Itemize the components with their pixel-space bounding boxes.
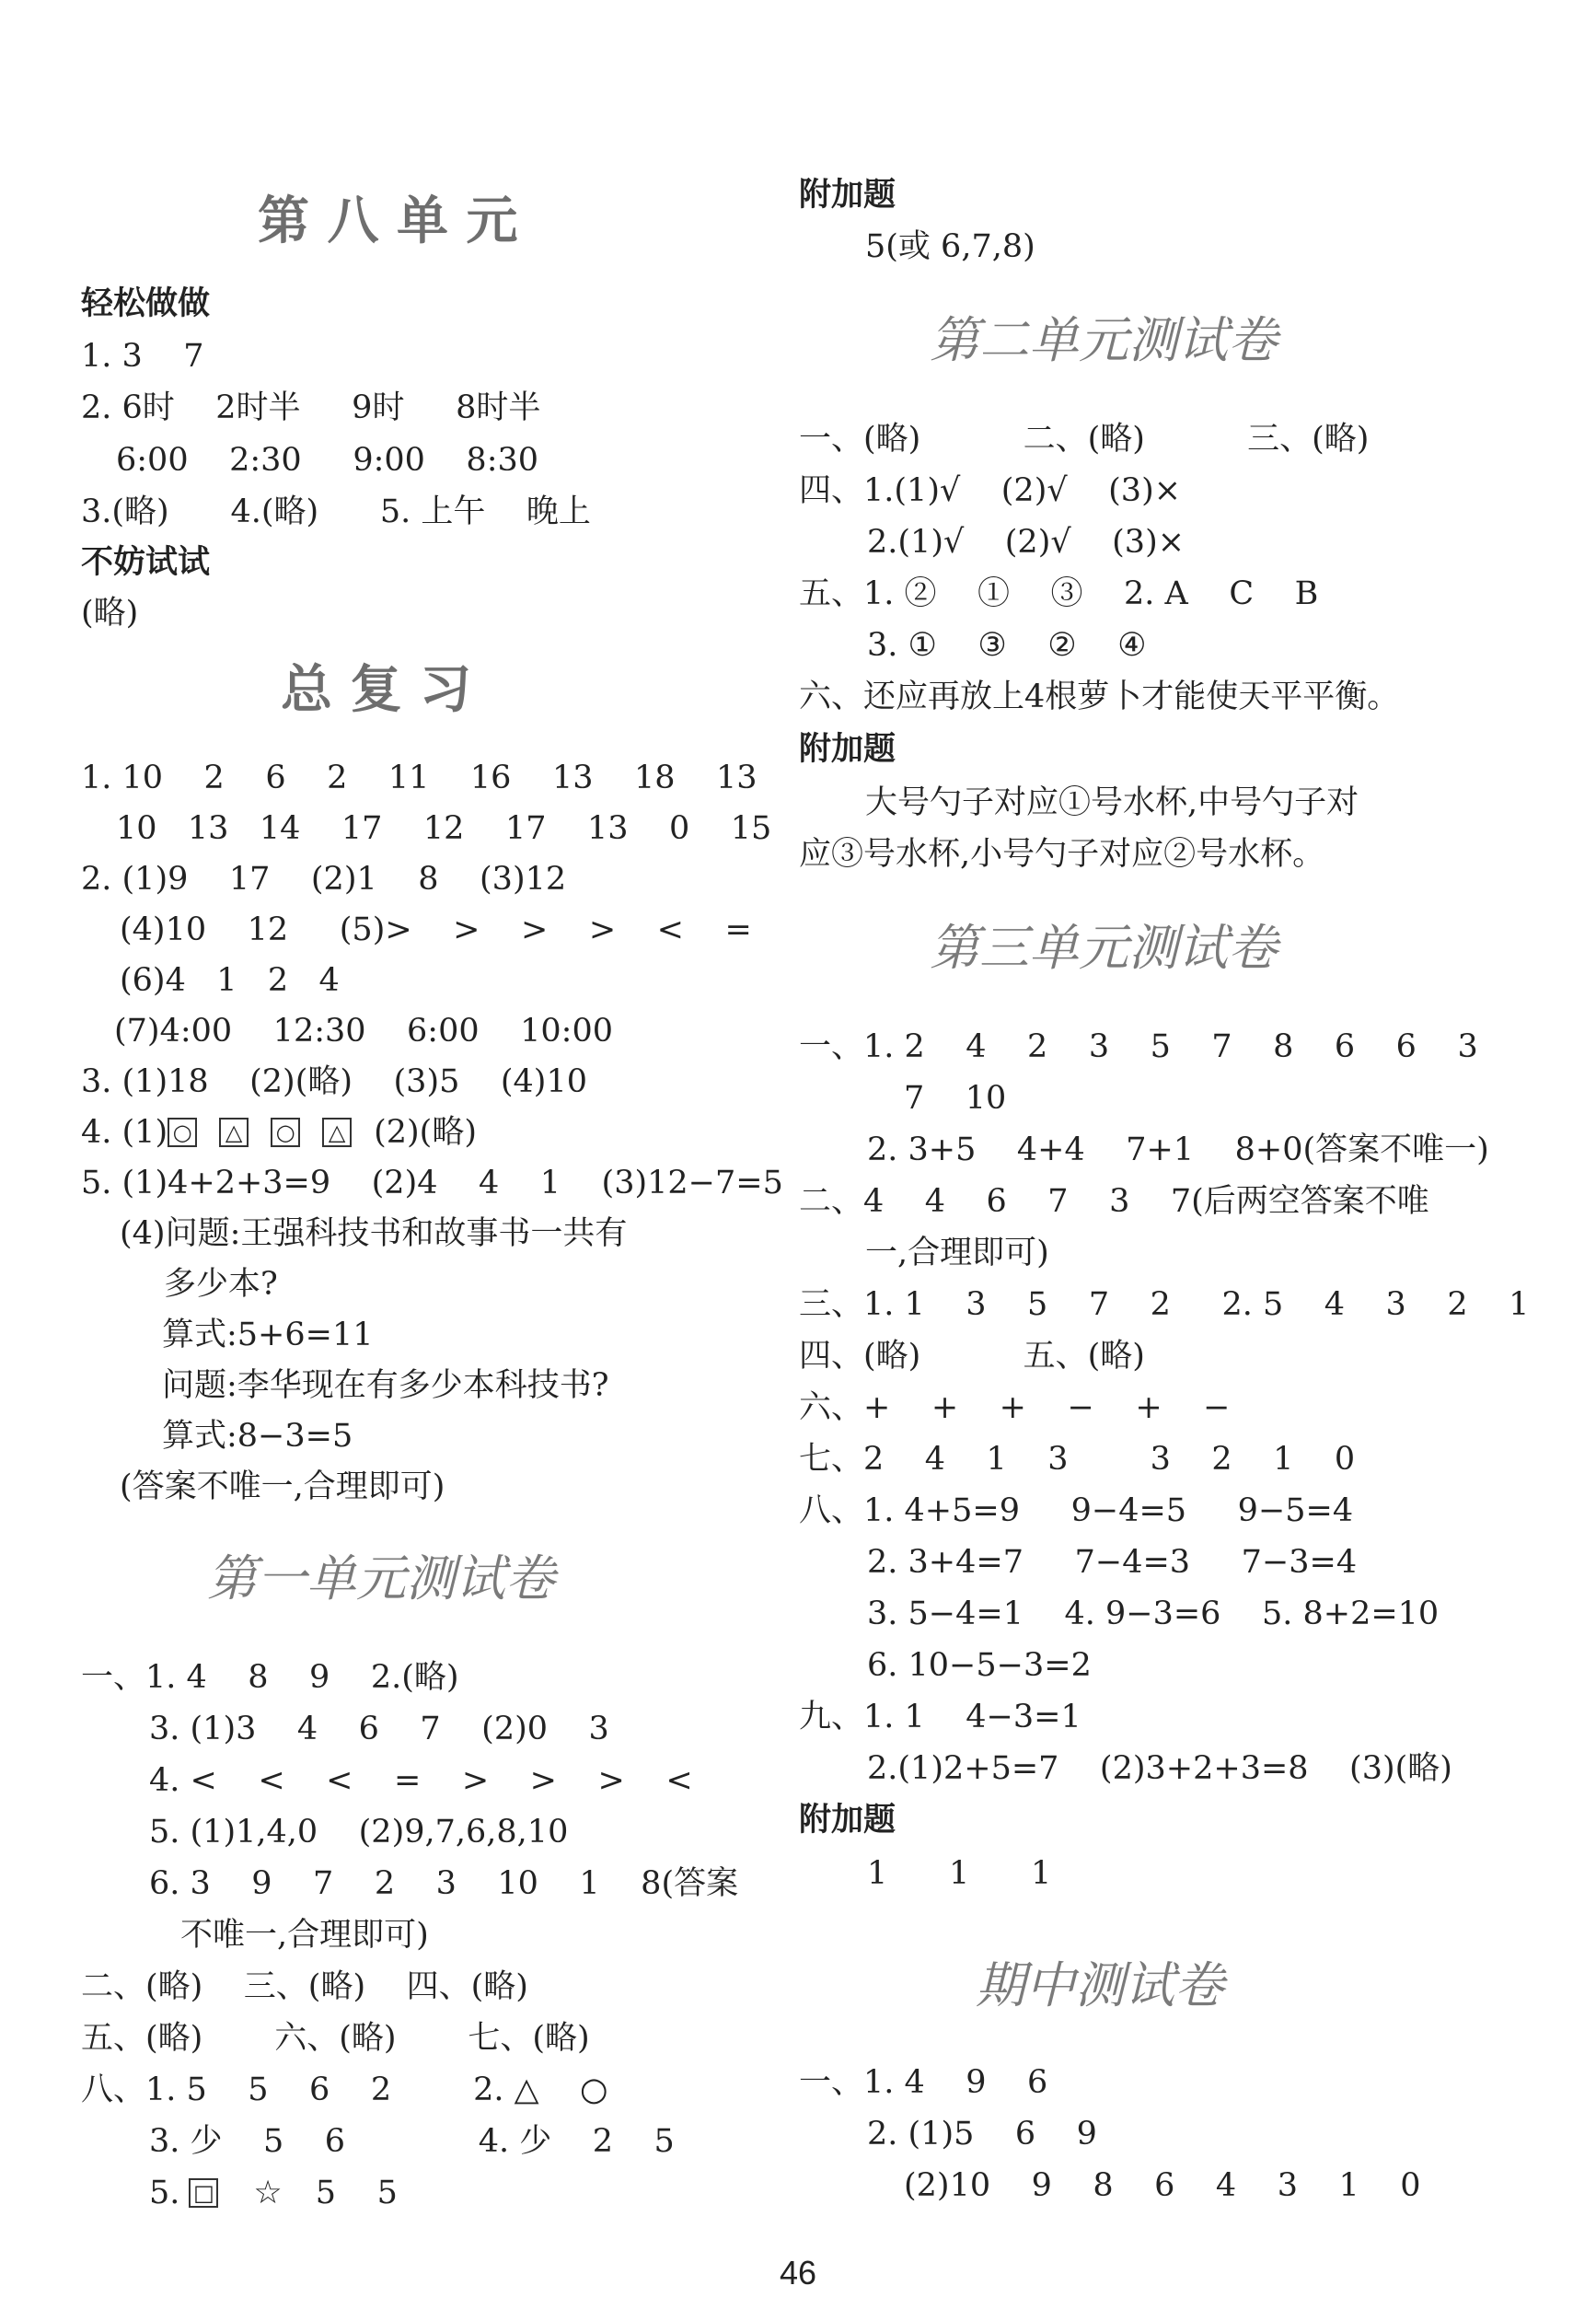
extra3-line: 1 1 1 (867, 1855, 1052, 1892)
easy-line: 2. 6时 2时半 9时 8时半 (81, 389, 541, 426)
review-line: (4)问题:王强科技书和故事书一共有 (120, 1215, 628, 1252)
page-number: 46 (779, 2254, 817, 2292)
test1-line: 不唯一,合理即可) (180, 1917, 429, 1954)
midterm-line: 一、1. 4 9 6 (799, 2064, 1048, 2101)
test3-line: 7 10 (904, 1080, 1007, 1117)
test3-line: 四、(略) 五、(略) (799, 1338, 1145, 1375)
extra-line: 5(或 6,7,8) (865, 228, 1035, 265)
test1-last-line (149, 2173, 398, 2213)
easy-line: 3.(略) 4.(略) 5. 上午 晚上 (81, 493, 591, 530)
circle-box-icon: ○ (168, 1118, 197, 1147)
unit8-title: 第 八 单 元 (258, 191, 518, 251)
test1-last-prefix: 5. (149, 2175, 180, 2211)
star-icon: ☆ (253, 2175, 283, 2211)
easy-heading: 轻松做做 (81, 285, 211, 322)
test3-line: 八、1. 4+5=9 9−4=5 9−5=4 (799, 1492, 1354, 1529)
extra3-heading: 附加题 (799, 1802, 896, 1839)
test3-line: 七、2 4 1 3 3 2 1 0 (799, 1441, 1356, 1478)
midterm-title: 期中测试卷 (976, 1956, 1224, 2014)
test3-line: 2. 3+4=7 7−4=3 7−3=4 (867, 1544, 1358, 1581)
review-line: (4)10 12 (5)> > > > < = (120, 911, 752, 948)
review-line: (答案不唯一,合理即可) (120, 1468, 445, 1505)
extra2-line: 大号勺子对应①号水杯,中号勺子对 (865, 784, 1359, 821)
test3-line: 一,合理即可) (865, 1235, 1049, 1271)
test2-line: 3. ① ③ ② ④ (867, 627, 1147, 664)
test3-line: 3. 5−4=1 4. 9−3=6 5. 8+2=10 (867, 1595, 1440, 1632)
review-q4-line (81, 1112, 477, 1153)
easy-line: 6:00 2:30 9:00 8:30 (116, 442, 539, 479)
review-line: 10 13 14 17 12 17 13 0 15 (116, 810, 772, 847)
q4-prefix: 4. (1) (81, 1114, 168, 1151)
test2-line: 六、还应再放上4根萝卜才能使天平平衡。 (799, 679, 1400, 715)
review-line: 3. (1)18 (2)(略) (3)5 (4)10 (81, 1063, 587, 1100)
review-line: 多少本? (164, 1266, 278, 1303)
test1-line: 八、1. 5 5 6 2 2. △ ○ (81, 2071, 608, 2108)
test3-line: 2. 3+5 4+4 7+1 8+0(答案不唯一) (867, 1131, 1489, 1168)
test2-line: 一、(略) 二、(略) 三、(略) (799, 421, 1370, 458)
extra2-line: 应③号水杯,小号勺子对应②号水杯。 (799, 836, 1325, 873)
midterm-line: 2. (1)5 6 9 (867, 2116, 1097, 2152)
test1-line: 5. (1)1,4,0 (2)9,7,6,8,10 (149, 1814, 569, 1851)
test1-line: 五、(略) 六、(略) 七、(略) (81, 2020, 590, 2057)
midterm-line: (2)10 9 8 6 4 3 1 0 (904, 2167, 1421, 2204)
test3-line: 一、1. 2 4 2 3 5 7 8 6 6 3 (799, 1028, 1478, 1065)
extra2-heading: 附加题 (799, 731, 896, 768)
test3-line: 二、4 4 6 7 3 7(后两空答案不唯 (799, 1183, 1429, 1220)
test3-line: 6. 10−5−3=2 (867, 1647, 1092, 1684)
test1-line: 4. < < < = > > > < (149, 1762, 693, 1799)
test1-line: 二、(略) 三、(略) 四、(略) (81, 1968, 528, 2005)
easy-line: 1. 3 7 (81, 338, 204, 375)
review-line: 问题:李华现在有多少本科技书? (162, 1367, 609, 1404)
try-heading: 不妨试试 (81, 544, 211, 581)
review-line: 算式:5+6=11 (162, 1317, 374, 1353)
test2-line: 五、1. ② ① ③ 2. A C B (799, 575, 1319, 612)
test1-last-suffix: 5 5 (315, 2175, 398, 2211)
triangle-box-icon: △ (322, 1118, 352, 1147)
review-line: 2. (1)9 17 (2)1 8 (3)12 (81, 861, 567, 898)
review-line: (6)4 1 2 4 (120, 962, 340, 999)
test3-line: 六、+ + + − + − (799, 1389, 1231, 1426)
extra-heading: 附加题 (799, 177, 896, 214)
test3-line: 三、1. 1 3 5 7 2 2. 5 4 3 2 1 (799, 1286, 1530, 1323)
review-line: 算式:8−3=5 (162, 1418, 353, 1455)
test2-title: 第二单元测试卷 (930, 311, 1278, 369)
triangle-box-icon: △ (219, 1118, 249, 1147)
test3-line: 2.(1)2+5=7 (2)3+2+3=8 (3)(略) (867, 1750, 1452, 1787)
test1-line: 一、1. 4 8 9 2.(略) (81, 1659, 459, 1696)
q4-suffix: (2)(略) (374, 1114, 477, 1151)
review-line: (7)4:00 12:30 6:00 10:00 (114, 1013, 614, 1050)
review-line: 5. (1)4+2+3=9 (2)4 4 1 (3)12−7=5 (81, 1165, 783, 1201)
test2-line: 四、1.(1)√ (2)√ (3)× (799, 472, 1182, 509)
square-icon: □ (189, 2178, 218, 2208)
test1-line: 3. (1)3 4 6 7 (2)0 3 (149, 1711, 609, 1747)
test3-line: 九、1. 1 4−3=1 (799, 1699, 1081, 1735)
review-line: 1. 10 2 6 2 11 16 13 18 13 (81, 760, 758, 796)
review-title: 总 复 习 (281, 659, 471, 720)
try-line: (略) (81, 595, 139, 632)
test1-title: 第一单元测试卷 (207, 1549, 555, 1607)
test3-title: 第三单元测试卷 (930, 919, 1278, 977)
test1-line: 6. 3 9 7 2 3 10 1 8(答案 (149, 1865, 739, 1902)
test1-line: 3. 少 5 6 4. 少 2 5 (149, 2123, 675, 2160)
test2-line: 2.(1)√ (2)√ (3)× (867, 524, 1185, 561)
circle-box-icon: ○ (271, 1118, 300, 1147)
